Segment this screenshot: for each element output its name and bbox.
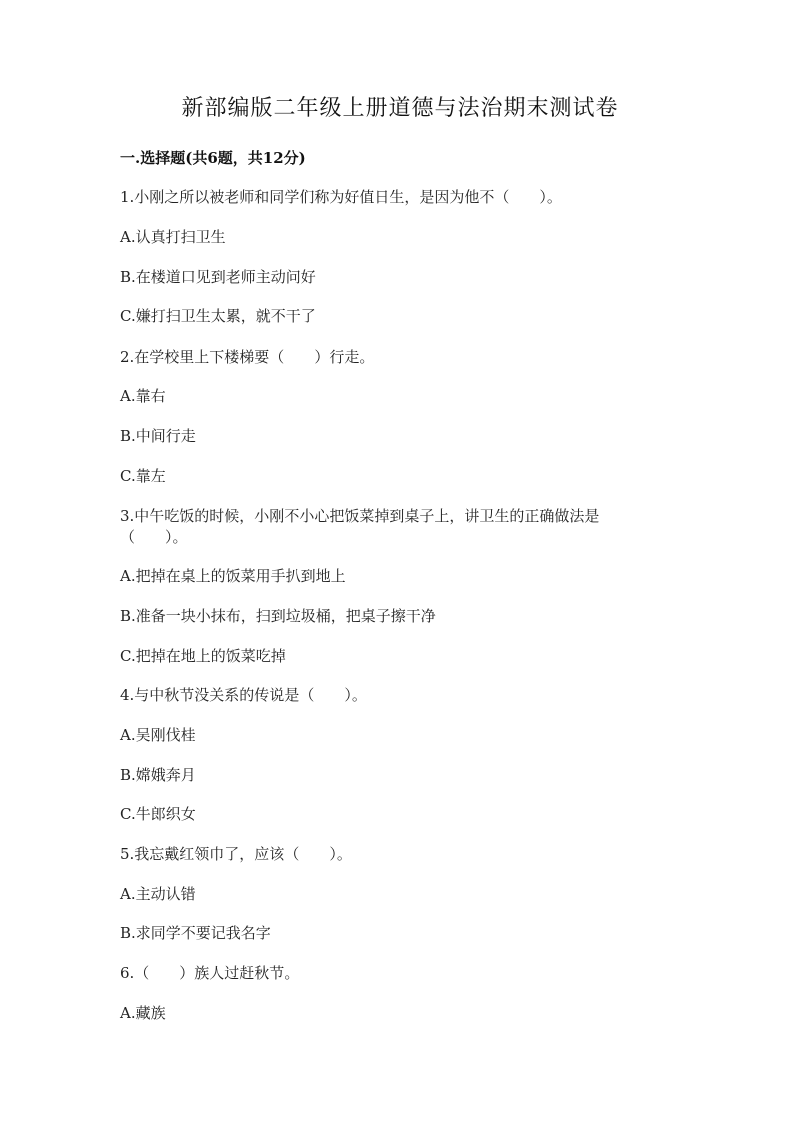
- question-3-stem-continued: （ ）。: [120, 528, 188, 546]
- question-3-option-b: B.准备一块小抹布，扫到垃圾桶，把桌子擦干净: [120, 607, 436, 625]
- question-2-option-c: C.靠左: [120, 467, 166, 485]
- question-5-option-a: A.主动认错: [120, 885, 196, 903]
- question-4-option-b: B.嫦娥奔月: [120, 766, 196, 784]
- question-4-stem: 4.与中秋节没关系的传说是（ ）。: [120, 686, 367, 704]
- question-3-stem: 3.中午吃饭的时候，小刚不小心把饭菜掉到桌子上，讲卫生的正确做法是: [120, 507, 600, 525]
- question-2-option-b: B.中间行走: [120, 427, 196, 445]
- question-2-stem: 2.在学校里上下楼梯要（ ）行走。: [120, 348, 375, 366]
- question-1-option-b: B.在楼道口见到老师主动问好: [120, 268, 316, 286]
- question-1-option-a: A.认真打扫卫生: [120, 228, 226, 246]
- question-6-stem: 6.（ ）族人过赶秋节。: [120, 964, 300, 982]
- question-1-option-c: C.嫌打扫卫生太累，就不干了: [120, 307, 316, 325]
- question-4-option-a: A.吴刚伐桂: [120, 726, 196, 744]
- question-1-stem: 1.小刚之所以被老师和同学们称为好值日生，是因为他不（ ）。: [120, 188, 562, 206]
- section-heading: 一.选择题(共6题，共12分): [120, 149, 306, 167]
- question-2-option-a: A.靠右: [120, 387, 166, 405]
- question-4-option-c: C.牛郎织女: [120, 805, 196, 823]
- question-5-option-b: B.求同学不要记我名字: [120, 924, 271, 942]
- page-title: 新部编版二年级上册道德与法治期末测试卷: [181, 96, 619, 121]
- question-5-stem: 5.我忘戴红领巾了，应该（ ）。: [120, 845, 352, 863]
- question-3-option-c: C.把掉在地上的饭菜吃掉: [120, 647, 286, 665]
- question-6-option-a: A.藏族: [120, 1004, 166, 1022]
- question-3-option-a: A.把掉在桌上的饭菜用手扒到地上: [120, 567, 346, 585]
